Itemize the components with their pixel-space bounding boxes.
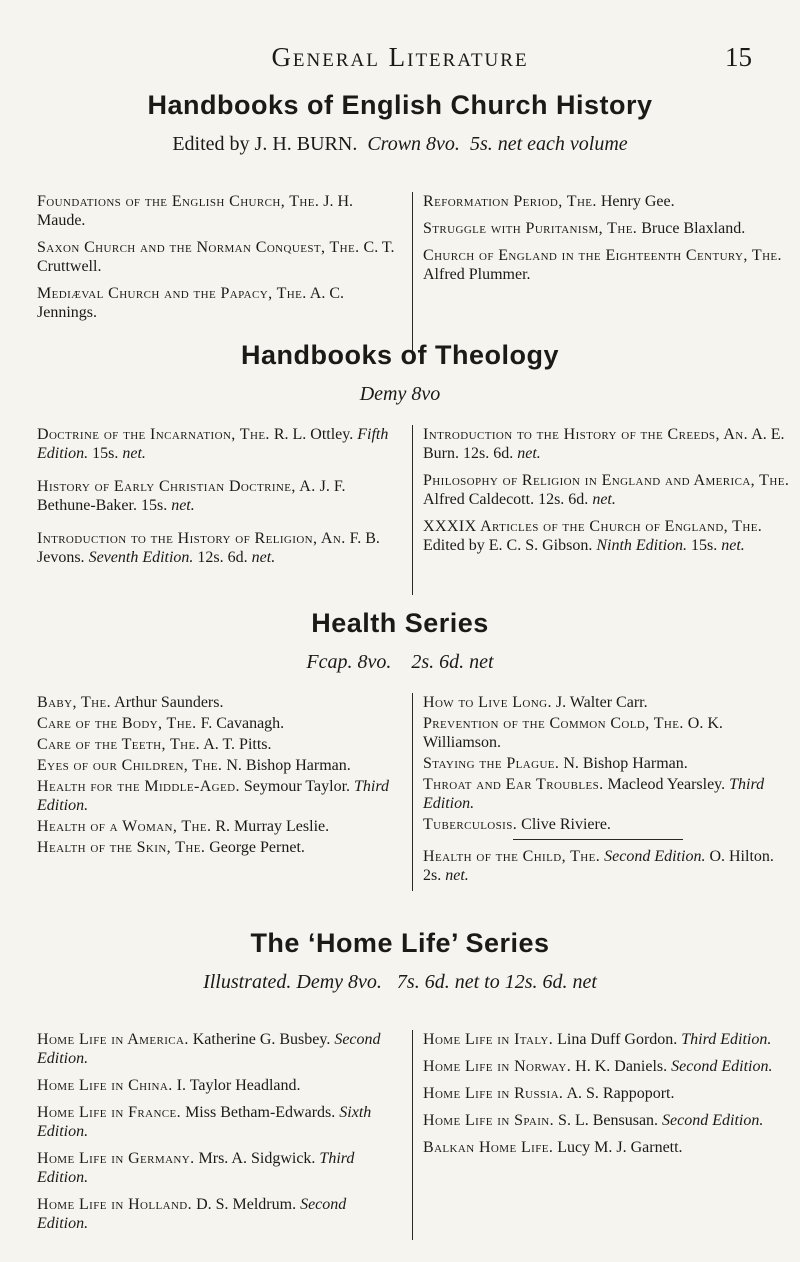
section-subtitle bbox=[0, 133, 800, 156]
list-item: Foundations of the English Church, The. J. H. Maude. bbox=[37, 193, 354, 229]
section-subtitle bbox=[0, 651, 800, 674]
left-column bbox=[37, 1030, 399, 1241]
format: Fcap. 8vo. bbox=[306, 651, 392, 673]
section-theology bbox=[0, 340, 800, 406]
list-item: Saxon Church and the Norman Conquest, The. C. T. Cruttwell. bbox=[37, 239, 395, 275]
list-item: Reformation Period, The. Henry Gee. bbox=[423, 193, 675, 210]
list-item: Care of the Body, The. F. Cavanagh. bbox=[37, 715, 285, 732]
list-item: Philosophy of Religion in England and America, The. Alfred Caldecott. 12s. 6d. net. bbox=[423, 472, 790, 508]
list-item: Introduction to the History of Religion, An. F. B. Jevons. Seventh Edition. 12s. 6d. net. bbox=[37, 530, 380, 566]
list-item: Home Life in Holland. D. S. Meldrum. Second Edition. bbox=[37, 1196, 347, 1232]
right-column bbox=[412, 693, 795, 891]
list-item: Doctrine of the Incarnation, The. R. L. Ottley. Fifth Edition. 15s. net. bbox=[37, 426, 389, 462]
list-item: Baby, The. Arthur Saunders. bbox=[37, 694, 224, 711]
list-item: Balkan Home Life. Lucy M. J. Garnett. bbox=[423, 1139, 683, 1156]
section-church-history bbox=[0, 90, 800, 156]
list-item: Introduction to the History of the Creeds, An. A. E. Burn. 12s. 6d. net. bbox=[423, 426, 785, 462]
list-item: Care of the Teeth, The. A. T. Pitts. bbox=[37, 736, 272, 753]
left-column bbox=[37, 192, 399, 330]
list-item: Home Life in Spain. S. L. Bensusan. Second Edition. bbox=[423, 1112, 764, 1129]
editor: Edited by J. H. BURN. bbox=[172, 133, 358, 155]
right-column bbox=[412, 1030, 795, 1240]
divider bbox=[513, 839, 683, 840]
right-column bbox=[412, 192, 795, 352]
list-item: Home Life in America. Katherine G. Busbey. Second Edition. bbox=[37, 1031, 381, 1067]
section-subtitle bbox=[0, 971, 800, 994]
format: Crown 8vo. bbox=[367, 133, 460, 155]
section-subtitle bbox=[0, 383, 800, 406]
price: 5s. net each volume bbox=[469, 133, 628, 155]
page-number: 15 bbox=[725, 42, 752, 72]
section-title: The ‘Home Life’ Series bbox=[250, 928, 550, 958]
list-item: Church of England in the Eighteenth Century, The. Alfred Plummer. bbox=[423, 247, 782, 283]
list-item: XXXIX Articles of the Church of England, The. Edited by E. C. S. Gibson. Ninth Edition. 15s. net. bbox=[423, 518, 763, 554]
format: Illustrated. Demy 8vo. bbox=[203, 971, 382, 993]
list-item: Prevention of the Common Cold, The. O. K. Williamson. bbox=[423, 715, 723, 751]
list-item: Health of the Child, The. Second Edition. O. Hilton. 2s. net. bbox=[423, 848, 774, 884]
running-head: General Literature bbox=[271, 42, 529, 72]
right-column bbox=[412, 425, 795, 595]
list-item: Staying the Plague. N. Bishop Harman. bbox=[423, 755, 688, 772]
section-home-life bbox=[0, 928, 800, 994]
list-item: Home Life in Italy. Lina Duff Gordon. Third Edition. bbox=[423, 1031, 772, 1048]
list-item: Eyes of our Children, The. N. Bishop Harman. bbox=[37, 757, 351, 774]
format: Demy 8vo bbox=[359, 383, 441, 405]
section-title: Health Series bbox=[311, 608, 489, 638]
list-item: Throat and Ear Troubles. Macleod Yearsley. Third Edition. bbox=[423, 776, 765, 812]
list-item: Home Life in Norway. H. K. Daniels. Second Edition. bbox=[423, 1058, 773, 1075]
list-item: Struggle with Puritanism, The. Bruce Blaxland. bbox=[423, 220, 746, 237]
list-item: How to Live Long. J. Walter Carr. bbox=[423, 694, 648, 711]
list-item: History of Early Christian Doctrine, A. J. F. Bethune-Baker. 15s. net. bbox=[37, 478, 346, 514]
section-title: Handbooks of Theology bbox=[241, 340, 559, 370]
left-column bbox=[37, 693, 399, 865]
price: 7s. 6d. net to 12s. 6d. net bbox=[396, 971, 597, 993]
list-item: Tuberculosis. Clive Riviere. bbox=[423, 816, 611, 833]
list-item: Home Life in China. I. Taylor Headland. bbox=[37, 1077, 301, 1094]
list-item: Health for the Middle-Aged. Seymour Taylor. Third Edition. bbox=[37, 778, 390, 814]
section-title: Handbooks of English Church History bbox=[147, 90, 653, 120]
list-item: Health of the Skin, The. George Pernet. bbox=[37, 839, 305, 856]
left-column bbox=[37, 425, 399, 575]
section-health bbox=[0, 608, 800, 674]
list-item: Health of a Woman, The. R. Murray Leslie. bbox=[37, 818, 330, 835]
list-item: Mediæval Church and the Papacy, The. A. C. Jennings. bbox=[37, 285, 344, 321]
list-item: Home Life in Russia. A. S. Rappoport. bbox=[423, 1085, 675, 1102]
price: 2s. 6d. net bbox=[411, 651, 494, 673]
list-item: Home Life in Germany. Mrs. A. Sidgwick. Third Edition. bbox=[37, 1150, 355, 1186]
list-item: Home Life in France. Miss Betham-Edwards. Sixth Edition. bbox=[37, 1104, 372, 1140]
